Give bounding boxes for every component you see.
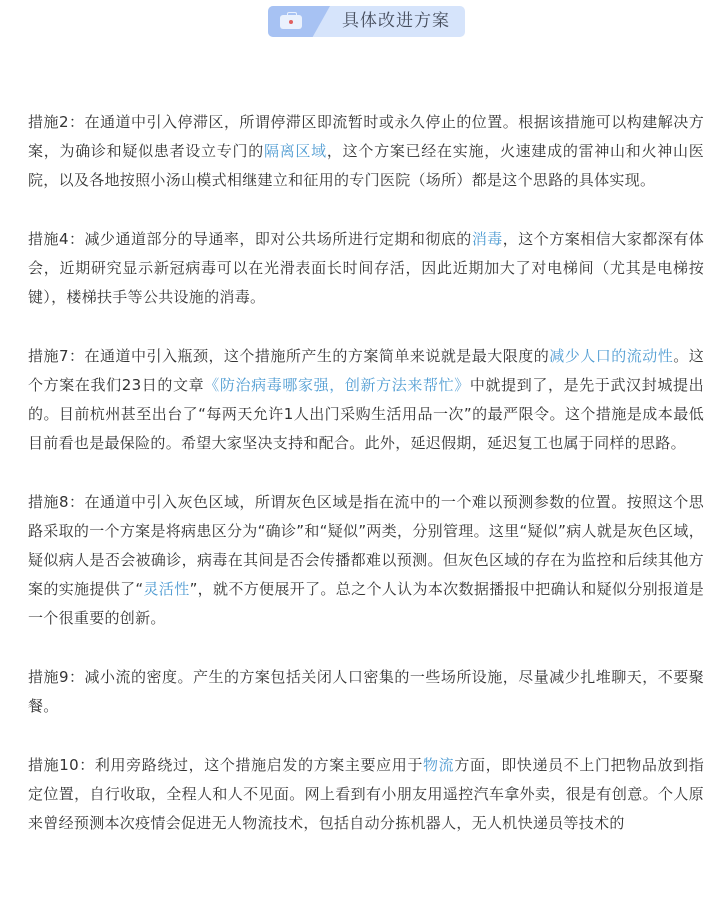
link-reduce-mobility[interactable]: 减少人口的流动性 [549,347,674,365]
medical-kit-icon [280,15,302,29]
text: 措施8：在通道中引入灰色区域，所谓灰色区域是指在流中的一个难以预测参数的位置。按照这个思路采取的一个方案是将病患区分为“确诊”和“疑似”两类，分别管理。这里“疑似”病人就是灰色区域，疑似病人是否会被确诊，病毒在其间是否会传播都难以预测。但灰色区域的存在为监控和后续其他方案的实施提供了“ [28,493,704,598]
article-body [28,108,704,868]
link-flexibility[interactable]: 灵活性 [143,580,190,598]
link-isolation-zone[interactable]: 隔离区域 [263,142,327,160]
text: ，这个方案相信大家都深有体会，近期研究显示新冠病毒可以在光滑表面长时间存活，因此近期加大了对电梯间（尤其是电梯按键），楼梯扶手等公共设施的消毒。 [28,230,704,306]
paragraph-measure-10 [28,751,704,838]
text: 。这个方案在我们23日的文章 [28,347,704,394]
paragraph-measure-9 [28,663,704,721]
section-header [268,6,465,37]
link-disinfection[interactable]: 消毒 [471,230,503,248]
text: 中就提到了，是先于武汉封城提出的。目前杭州甚至出台了“每两天允许1人出门采购生活用品一次”的最严限令。这个措施是成本最低目前看也是最保险的。希望大家坚决支持和配合。此外，延迟假期，延迟复工也属于同样的思路。 [28,376,704,452]
section-title: 具体改进方案 [342,11,450,31]
link-article-title[interactable]: 《防治病毒哪家强，创新方法来帮忙》 [204,376,470,394]
text: 措施7：在通道中引入瓶颈，这个措施所产生的方案简单来说就是最大限度的 [28,347,550,365]
paragraph-measure-4 [28,225,704,312]
text: 措施2：在通道中引入停滞区，所谓停滞区即流暂时或永久停止的位置。根据该措施可以构建解决方案，为确诊和疑似患者设立专门的 [28,113,704,160]
text: 措施10：利用旁路绕过，这个措施启发的方案主要应用于 [28,756,424,774]
link-logistics[interactable]: 物流 [423,756,455,774]
paragraph-measure-7 [28,342,704,458]
text: 措施9：减小流的密度。产生的方案包括关闭人口密集的一些场所设施，尽量减少扎堆聊天，不要聚餐。 [28,668,704,715]
text: ，这个方案已经在实施，火速建成的雷神山和火神山医院，以及各地按照小汤山模式相继建立和征用的专门医院（场所）都是这个思路的具体实现。 [28,142,705,189]
paragraph-measure-8 [28,488,704,633]
text: 方面，即快递员不上门把物品放到指定位置，自行收取，全程人和人不见面。网上看到有小朋友用遥控汽车拿外卖，很是有创意。个人原来曾经预测本次疫情会促进无人物流技术，包括自动分拣机器人，无人机快递员等技术的 [28,756,705,832]
text: 措施4：减少通道部分的导通率，即对公共场所进行定期和彻底的 [28,230,472,248]
paragraph-measure-2 [28,108,704,195]
text: ”，就不方便展开了。总之个人认为本次数据播报中把确认和疑似分别报道是一个很重要的创新。 [28,580,704,627]
section-header-banner [268,6,465,37]
